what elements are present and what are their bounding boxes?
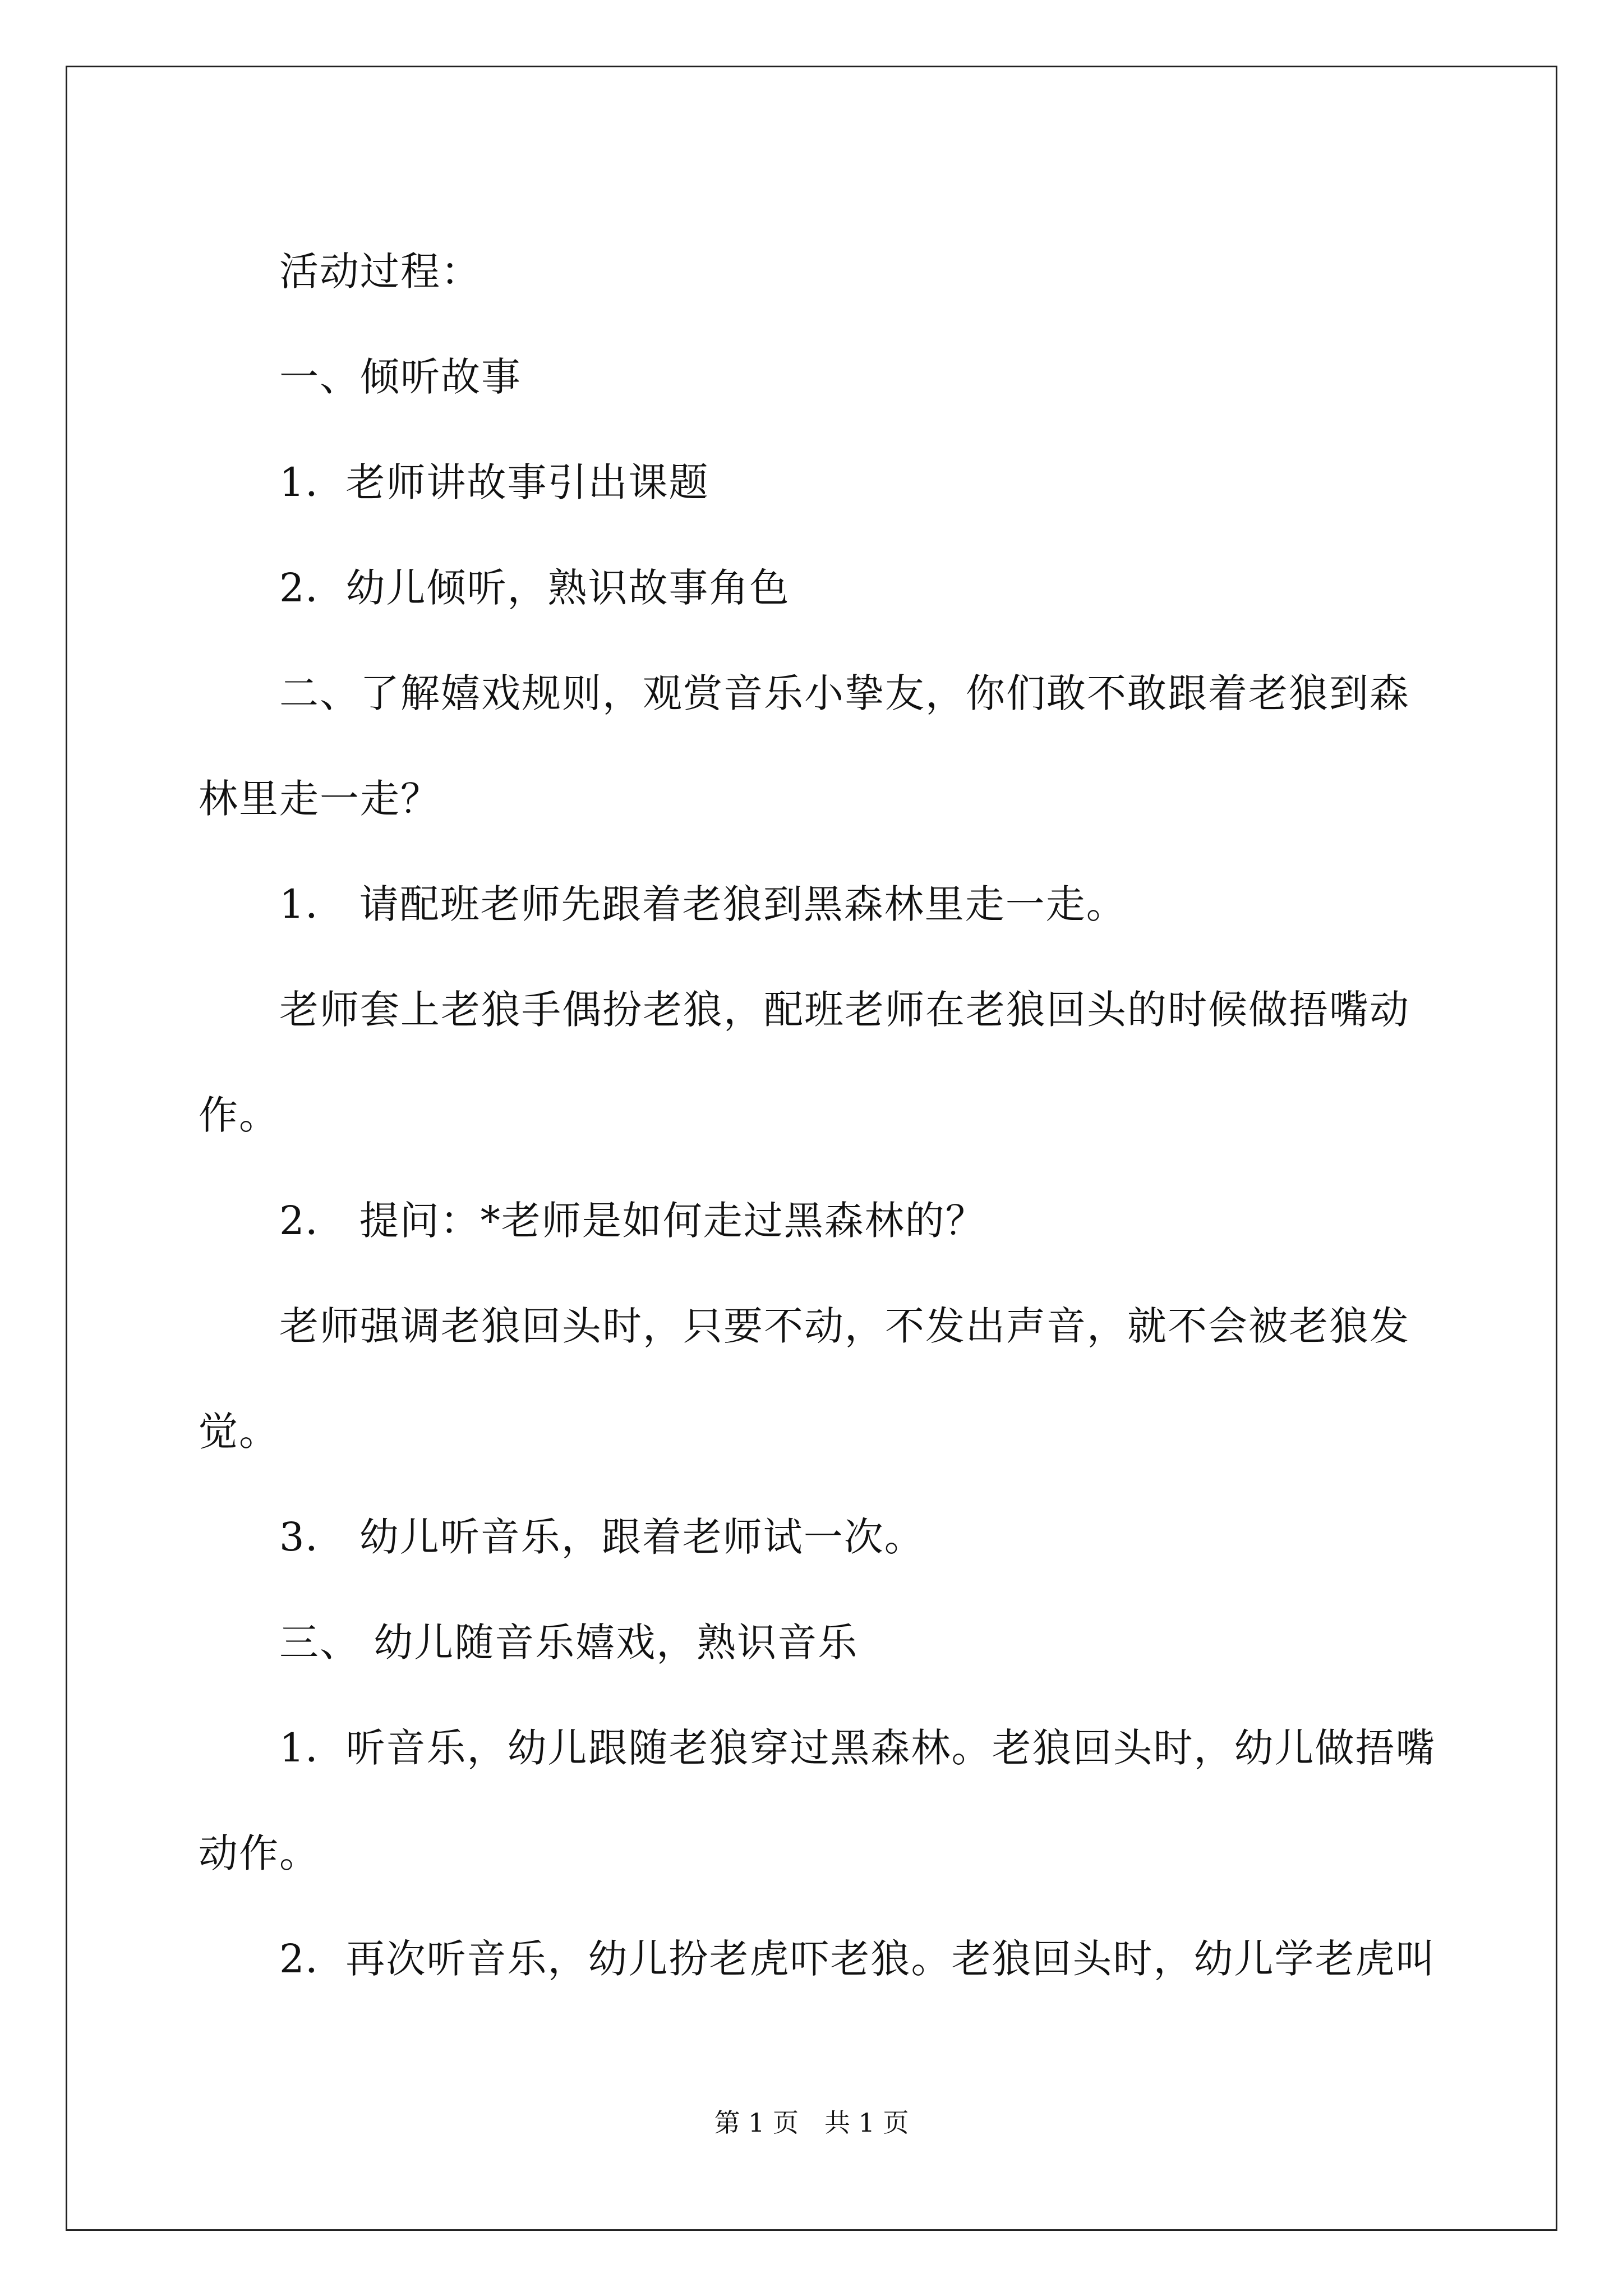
document-body xyxy=(199,219,1438,2012)
paragraph-section-three: 三、 幼儿随音乐嬉戏，熟识音乐 xyxy=(279,1619,859,1665)
paragraph-item-2-1: 1． 请配班老师先跟着老狼到黑森林里走一走。 xyxy=(279,881,1127,927)
page-number-footer: 第 1 页 共 1 页 xyxy=(714,2108,909,2138)
paragraph-item-3-2: 2．再次听音乐，幼儿扮老虎吓老狼。老狼回头时，幼儿学老虎叫 xyxy=(279,1936,1436,1982)
paragraph-heading-activity-process: 活动过程： xyxy=(279,249,481,295)
paragraph-teacher-puppet: 老师套上老狼手偶扮老狼，配班老师在老狼回头的时候做捂嘴动作。 xyxy=(199,987,1410,1138)
paragraph-section-one: 一、倾听故事 xyxy=(279,354,522,400)
paragraph-teacher-emphasis: 老师强调老狼回头时，只要不动，不发出声音，就不会被老狼发觉。 xyxy=(199,1303,1410,1455)
paragraph-item-2-3: 3． 幼儿听音乐，跟着老师试一次。 xyxy=(279,1514,925,1560)
paragraph-item-3-1: 1．听音乐，幼儿跟随老狼穿过黑森林。老狼回头时，幼儿做捂嘴动作。 xyxy=(199,1725,1436,1876)
paragraph-item-1-2: 2．幼儿倾听，熟识故事角色 xyxy=(279,565,790,611)
paragraph-item-2-2: 2． 提问：*老师是如何走过黑森林的？ xyxy=(279,1198,986,1244)
paragraph-section-two: 二、了解嬉戏规则，观赏音乐小挚友，你们敢不敢跟着老狼到森林里走一走？ xyxy=(199,670,1410,822)
paragraph-item-1-1: 1．老师讲故事引出课题 xyxy=(279,459,709,505)
